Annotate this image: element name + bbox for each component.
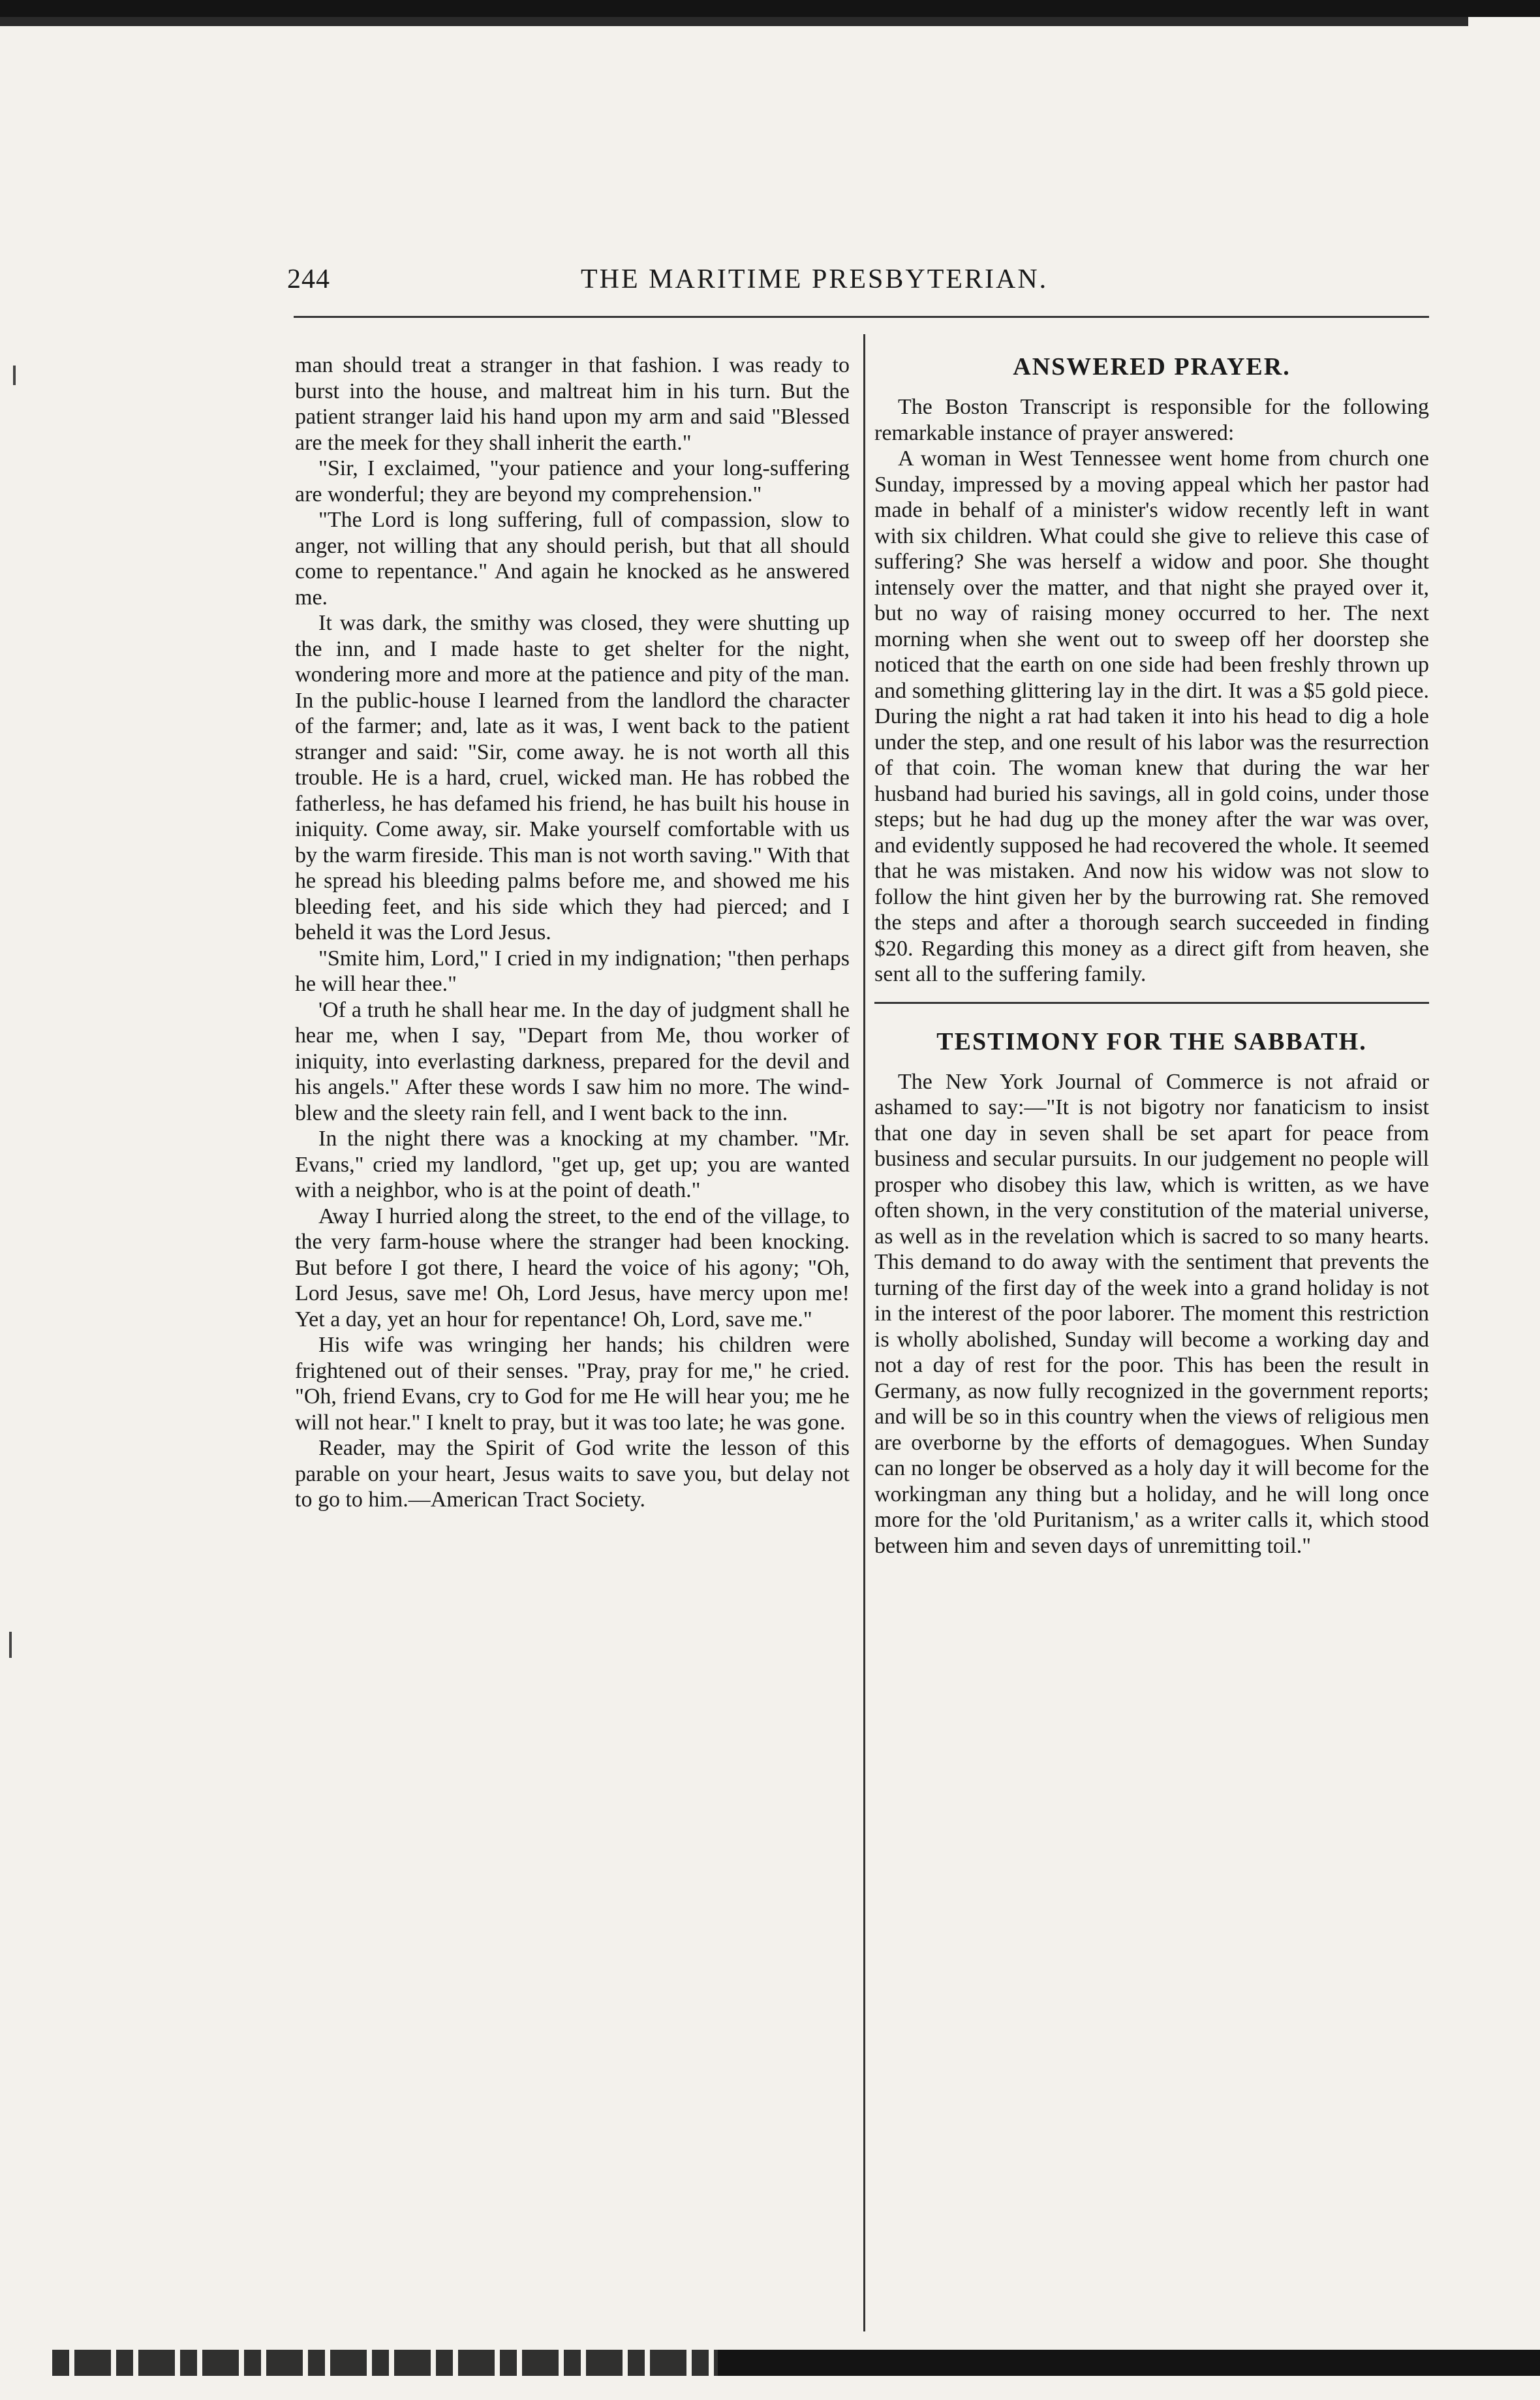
- paragraph: "Sir, I exclaimed, "your patience and your long-suffering are wonderful; they are beyond my comprehension.": [295, 456, 850, 506]
- paragraph: It was dark, the smithy was closed, they were shutting up the inn, and I made haste to get shelter for the night, wondering more and more at the patience and pity of the man. In the public-house I learned from the landlord the character of the farmer; and, late as it was, I went back to the patient stranger and said: "Sir, come away. he is not worth all this trouble. He is a hard, cruel, wicked man. He has robbed the fatherless, he has defamed his friend, he has built his house in iniquity. Come away, sir. Make yourself comfortable with us by the warm fireside. This man is not worth saving." With that he spread his bleeding palms before me, and showed me his bleeding feet, and his side which they had pierced; and I beheld it was the Lord Jesus.: [295, 611, 850, 944]
- column-divider: [863, 334, 865, 2331]
- article-title: ANSWERED PRAYER.: [1013, 353, 1291, 381]
- paragraph: The Boston Transcript is responsible for the following remarkable instance of prayer answered:: [874, 395, 1429, 445]
- paragraph: "The Lord is long suffering, full of compassion, slow to anger, not willing that any should perish, but that all should come to repentance." And again he knocked as he answered me.: [295, 508, 850, 610]
- publication-title: THE MARITIME PRESBYTERIAN.: [581, 264, 1049, 294]
- scan-edge-top: [0, 0, 1540, 17]
- paragraph: 'Of a truth he shall hear me. In the day of judgment shall he hear me, when I say, "Depart from Me, thou worker of iniquity, into everlasting darkness, prepared for the devil and his angels." After these words I saw him no more. The wind-blew and the sleety rain fell, and I went back to the inn.: [295, 997, 850, 1125]
- right-column: [874, 352, 1429, 1559]
- paragraph: The New York Journal of Commerce is not afraid or ashamed to say:—"It is not bigotry nor fanaticism to insist that one day in seven shall be set apart for peace from business and secular pursuits. In our judgement no people will prosper who disobey this law, which is written, as we have often shown, in the very constitution of the material universe, as well as in the revelation which is sacred to so many hearts. This demand to do away with the sentiment that prevents the turning of the first day of the week into a grand holiday is not in the interest of the poor laborer. The moment this restriction is wholly abolished, Sunday will become a working day and not a day of rest for the poor. This has been the result in Germany, as now fully recognized in the government reports; and will be so in this country when the views of religious men are overborne by the efforts of demagogues. When Sunday can no longer be observed as a holy day it will become for the workingman any thing but a holiday, and he will long once more for the 'old Puritanism,' as a writer calls it, which stood between him and seven days of unremitting toil.": [874, 1069, 1429, 1558]
- paragraph: In the night there was a knocking at my chamber. "Mr. Evans," cried my landlord, "get up, get up; you are wanted with a neighbor, who is at the point of death.": [295, 1127, 850, 1202]
- margin-mark: [13, 366, 16, 385]
- left-column: [295, 352, 850, 1513]
- header-rule: [294, 316, 1429, 318]
- article-title: TESTIMONY FOR THE SABBATH.: [936, 1027, 1367, 1055]
- paragraph: Away I hurried along the street, to the end of the village, to the very farm-house where the stranger had been knocking. But before I got there, I heard the voice of his agony; "Oh, Lord Jesus, save me! Oh, Lord Jesus, have mercy upon me! Yet a day, yet an hour for repentance! Oh, Lord, save me.": [295, 1204, 850, 1332]
- paragraph: man should treat a stranger in that fashion. I was ready to burst into the house, and maltreat him in his turn. But the patient stranger laid his hand upon my arm and said "Blessed are the meek for they shall inherit the earth.": [295, 353, 850, 455]
- page-number: 244: [287, 264, 330, 294]
- paragraph: His wife was wringing her hands; his children were frightened out of their senses. "Pray, pray for me," he cried. "Oh, friend Evans, cry to God for me He will hear you; me he will not hear." I knelt to pray, but it was too late; he was gone.: [295, 1333, 850, 1435]
- paragraph: Reader, may the Spirit of God write the lesson of this parable on your heart, Jesus waits to save you, but delay not to go to him.—American Tract Society.: [295, 1436, 850, 1512]
- section-rule: [874, 1002, 1429, 1004]
- paragraph: A woman in West Tennessee went home from church one Sunday, impressed by a moving appeal which her pastor had made in behalf of a minister's widow recently left in want with six children. What could she give to relieve this case of suffering? She was herself a widow and poor. She thought intensely over the matter, and that night she prayed over it, but no way of raising money occurred to her. The next morning when she went out to sweep off her doorstep she noticed that the earth on one side had been freshly thrown up and something glittering lay in the dirt. It was a $5 gold piece. During the night a rat had taken it into his head to dig a hole under the step, and one result of his labor was the resurrection of that coin. The woman knew that during the war her husband had buried his savings, all in gold coins, under those steps; but he had dug up the money after the war was over, and evidently supposed he had recovered the whole. It seemed that he was mistaken. And now his widow was not slow to follow the hint given her by the burrowing rat. She removed the steps and after a thorough search succeeded in finding $20. Regarding this money as a direct gift from heaven, she sent all to the suffering family.: [874, 446, 1429, 986]
- page-header: [287, 258, 1423, 304]
- margin-mark: [9, 1632, 12, 1658]
- scan-edge-bottom-shadow: [718, 2350, 1540, 2376]
- paragraph: "Smite him, Lord," I cried in my indignation; "then perhaps he will hear thee.": [295, 946, 850, 996]
- scan-edge-top-shadow: [0, 17, 1468, 26]
